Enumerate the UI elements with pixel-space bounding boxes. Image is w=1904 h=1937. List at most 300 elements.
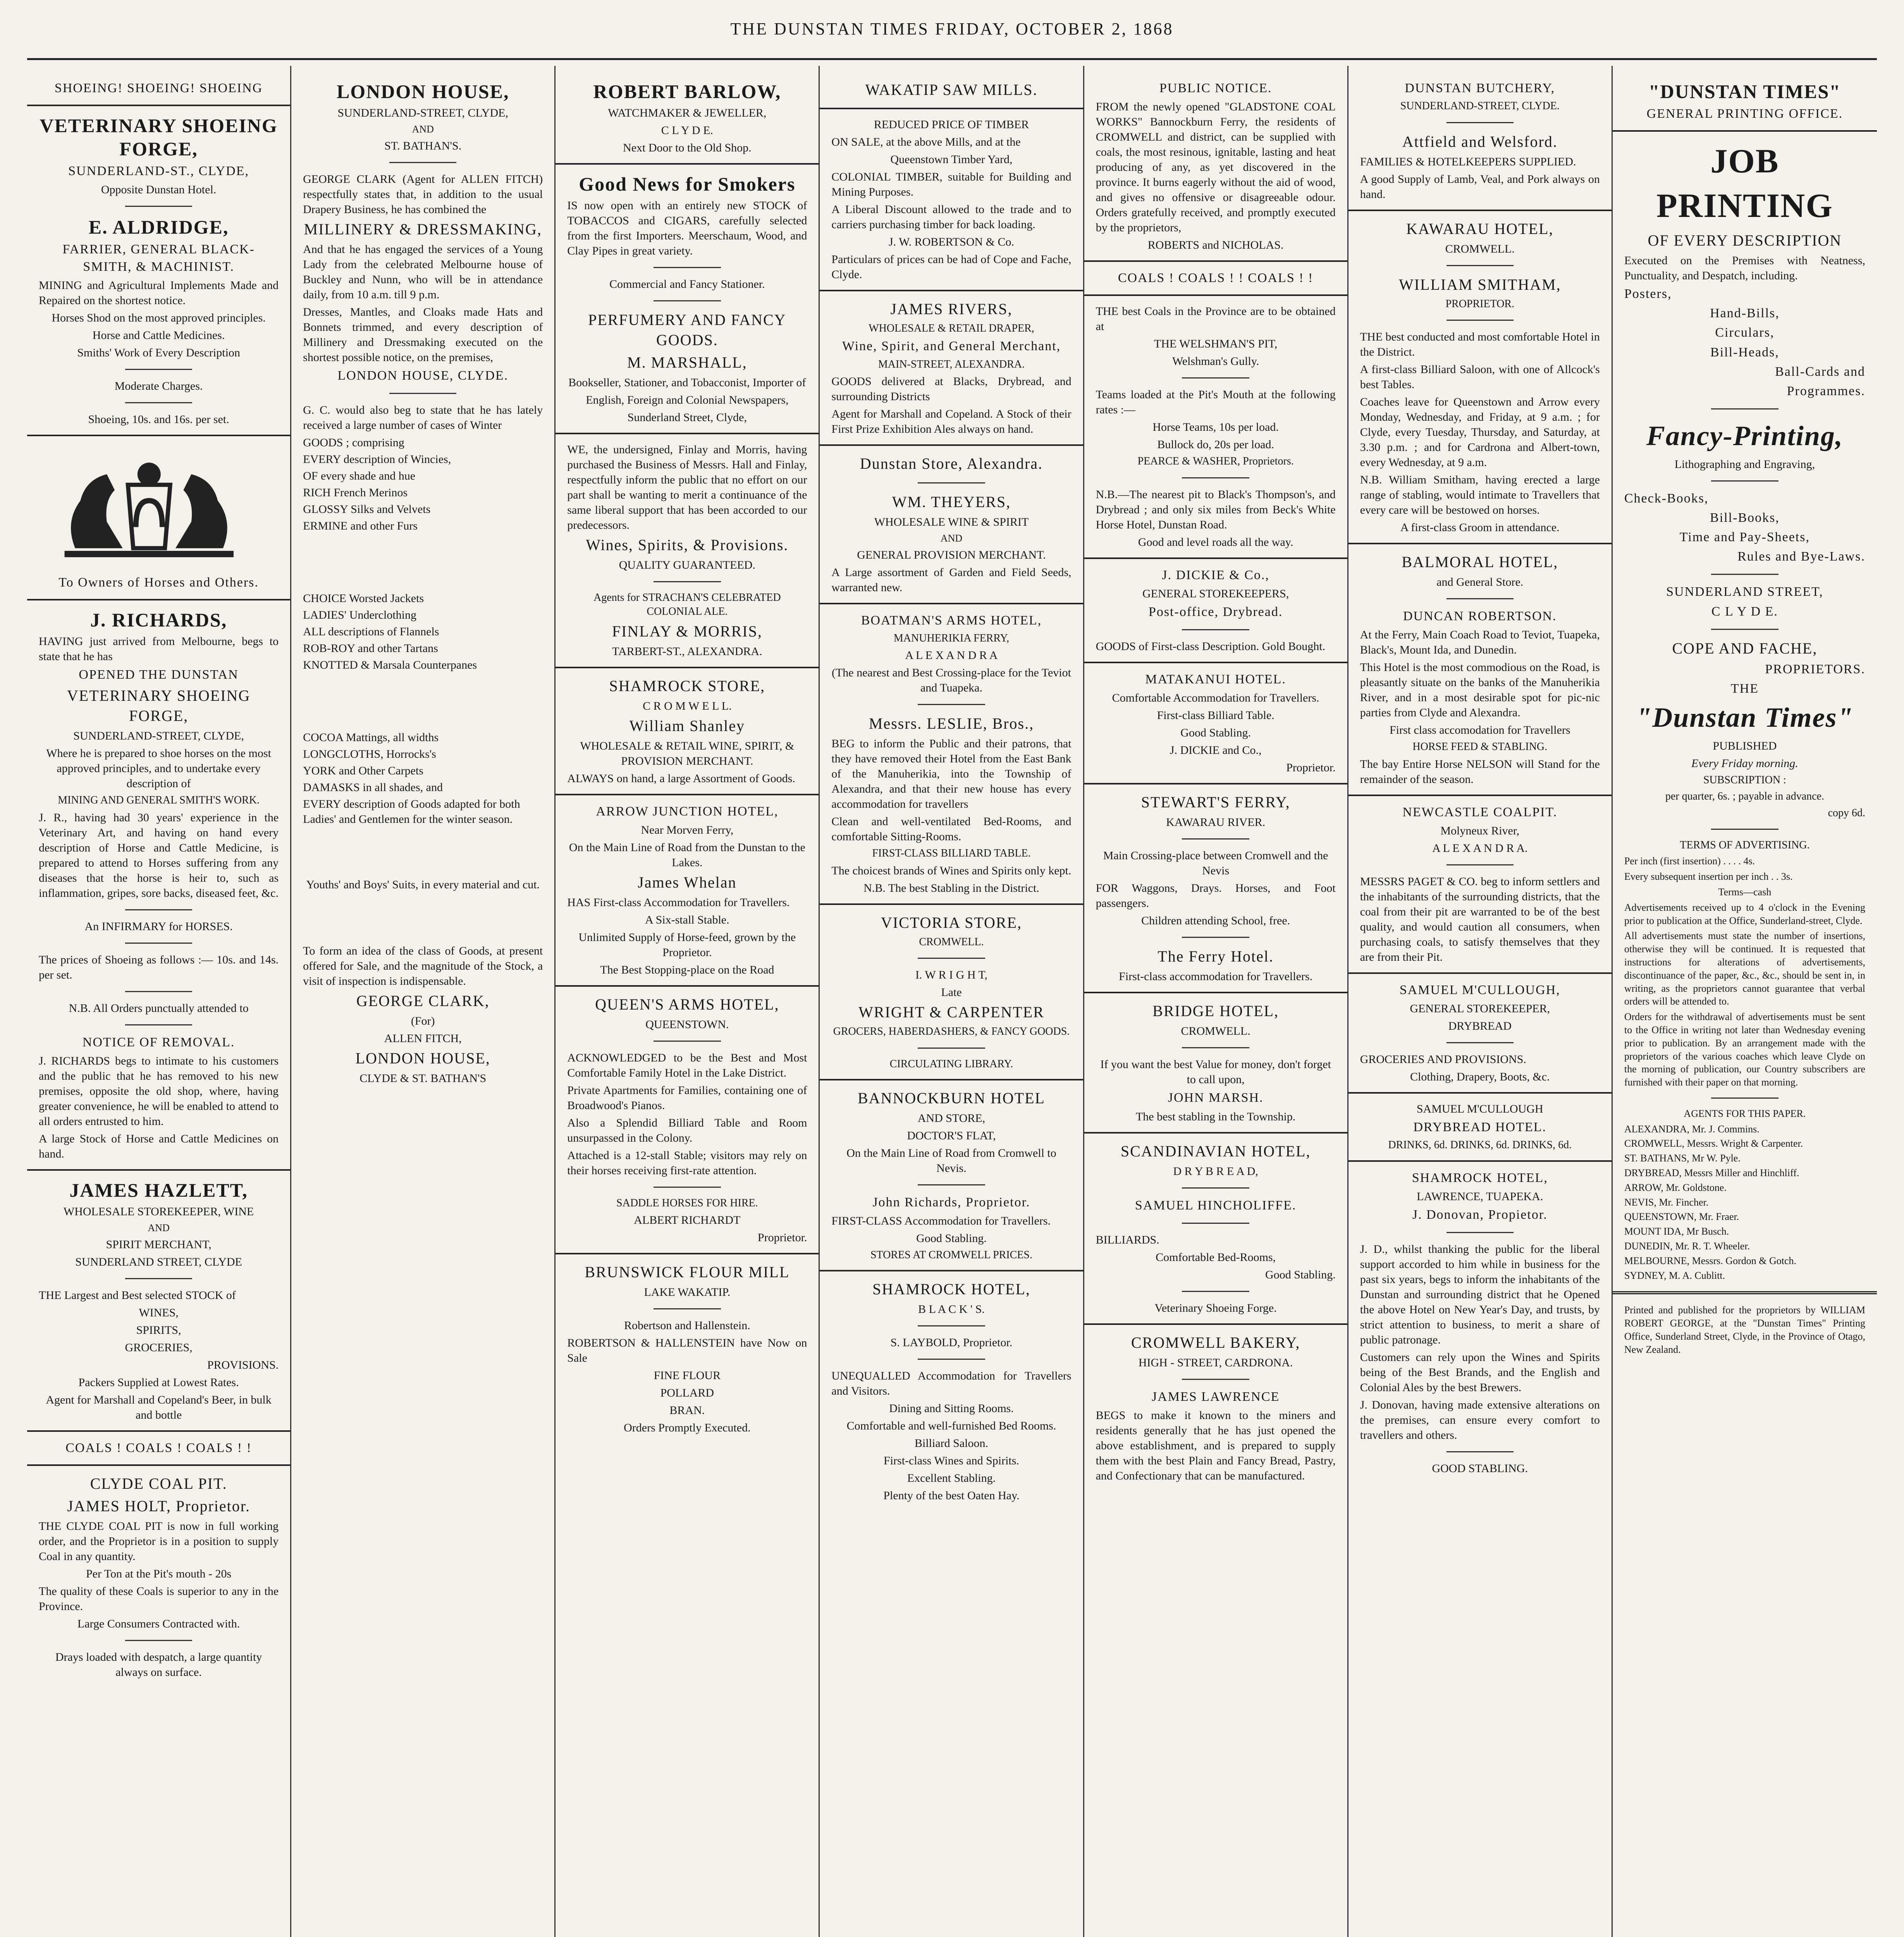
ad-title: MATAKANUI HOTEL. <box>1145 672 1286 687</box>
list-item: MELBOURNE, Messrs. Gordon & Gotch. <box>1624 1255 1796 1266</box>
list-item: GOODS ; comprising <box>303 436 404 449</box>
ad-text: AND <box>148 1222 170 1233</box>
ad-text: GEORGE CLARK (Agent for ALLEN FITCH) respectfully states that, in addition to the usual Drapery Business, he has combined the <box>303 172 543 216</box>
ad-text: HAS First-class Accommodation for Travellers. <box>567 896 790 909</box>
ad-mccullough <box>1360 982 1600 1084</box>
ad-text: SADDLE HORSES FOR HIRE. <box>616 1197 758 1209</box>
ad-signature: GEORGE CLARK, <box>356 992 490 1010</box>
ad-signature: J. DICKIE and Co., <box>1170 744 1262 757</box>
ad-text: A first-class Groom in attendance. <box>1400 521 1560 534</box>
ad-title: WM. THEYERS, <box>892 493 1011 511</box>
ad-text: PROPRIETORS. <box>1765 662 1865 676</box>
list-item: Bill-Books, <box>1710 510 1780 525</box>
ad-text: THE CLYDE COAL PIT is now in full working order, and the Proprietor is in a position to supply Coal in any quantity. <box>39 1519 279 1563</box>
ad-hazlett <box>39 1178 279 1423</box>
ad-text: Near Morven Ferry, <box>641 823 734 836</box>
ad-text: J. RICHARDS begs to intimate to his customers and the public that he has removed to his new premises, opposite the old shop, where, having greater convenience, he will be enabled to attend to all orders entrusted to him. <box>39 1054 279 1128</box>
ad-text: Good Stabling. <box>916 1232 987 1245</box>
ad-text: Excellent Stabling. <box>907 1472 996 1485</box>
ad-address: C L Y D E. <box>1711 604 1778 619</box>
ad-text: THE Largest and Best selected STOCK of <box>39 1288 236 1302</box>
ad-drybread-hotel <box>1360 1101 1600 1153</box>
ad-text: ON SALE, at the above Mills, and at the <box>831 136 1021 148</box>
list-item: QUEENSTOWN, Mr. Fraer. <box>1624 1211 1739 1223</box>
ad-title: DUNSTAN BUTCHERY, <box>1405 81 1555 95</box>
ad-title: Wines, Spirits, & Provisions. <box>586 536 789 554</box>
ad-title: "DUNSTAN TIMES" <box>1648 81 1841 102</box>
list-item: ALL descriptions of Flannels <box>303 625 439 638</box>
column-7 <box>1613 66 1877 1937</box>
list-item: Circulars, <box>1715 325 1775 340</box>
ad-text: Bookseller, Stationer, and Tobacconist, Importer of <box>568 376 806 389</box>
ad-text: Molyneux River, <box>1440 824 1520 837</box>
ad-text: copy 6d. <box>1828 807 1865 819</box>
ad-dunstan-store <box>831 454 1071 595</box>
ad-title: Good News for Smokers <box>579 173 796 195</box>
ad-text: Commercial and Fancy Stationer. <box>609 278 765 291</box>
list-item: ALEXANDRA, Mr. J. Commins. <box>1624 1123 1760 1135</box>
ad-arrow-junction <box>567 803 807 977</box>
ad-balmoral-hotel <box>1360 552 1600 787</box>
ad-header: SHOEING! SHOEING! SHOEING <box>54 81 263 95</box>
ad-text: The choicest brands of Wines and Spirits only kept. <box>831 864 1072 877</box>
goods-list <box>303 435 543 533</box>
ad-text: CROMWELL. <box>919 936 984 948</box>
ad-text: FINE FLOUR <box>654 1369 721 1382</box>
ad-title: FINLAY & MORRIS, <box>612 622 762 640</box>
ad-text: AND STORE, <box>917 1111 986 1125</box>
ad-address: SUNDERLAND-STREET, CLYDE, <box>73 729 244 743</box>
ad-text: Opposite Dunstan Hotel. <box>101 183 217 196</box>
ad-text: COLONIAL TIMBER, suitable for Building and Mining Purposes. <box>831 170 1072 198</box>
ad-title: NEWCASTLE COALPIT. <box>1402 805 1558 819</box>
ad-title: QUEEN'S ARMS HOTEL, <box>595 995 779 1013</box>
list-item: LADIES' Underclothing <box>303 608 416 621</box>
ad-text: A Liberal Discount allowed to the trade and to carriers purchasing timber for back loading. <box>831 203 1072 231</box>
ad-text: FIRST-CLASS Accommodation for Travellers. <box>831 1214 1051 1228</box>
ad-text: Coaches leave for Queenstown and Arrow every Monday, Wednesday, and Friday, at 9 a.m. ; for Clyde, every Tuesday, Thursday, and Saturday, at 3.30 p.m. ; and for Cardrona and Albert-town, every Wednesday, at 9 a.m. <box>1360 395 1600 469</box>
ad-text: Dresses, Mantles, and Cloaks made Hats and Bonnets trimmed, and every description of Millinery and Dressmaking executed on the shortest possible notice, on the premises, <box>303 305 543 364</box>
ad-text: MINING and Agricultural Implements Made and Repaired on the shortest notice. <box>39 279 279 307</box>
ad-title: CROMWELL BAKERY, <box>1131 1333 1300 1351</box>
ad-text: WHOLESALE & RETAIL DRAPER, <box>869 322 1034 334</box>
ad-title: JAMES HAZLETT, <box>69 1179 248 1201</box>
ad-text: THE best Coals in the Province are to be obtained at <box>1096 305 1336 333</box>
ad-text: The Best Stopping-place on the Road <box>600 963 774 976</box>
ad-text: BEG to inform the Public and their patrons, that they have removed their Hotel from the East Bank of the Manuherikia, into the Township of Alexandra, and that their new house has every accommodation for travellers <box>831 737 1072 811</box>
ad-text: Proprietor. <box>1286 761 1336 774</box>
ad-title: John Richards, Proprietor. <box>872 1195 1030 1209</box>
list-item: Bill-Heads, <box>1710 345 1779 360</box>
ad-text: Comfortable and well-furnished Bed Rooms. <box>846 1419 1056 1433</box>
ad-text: Plenty of the best Oaten Hay. <box>883 1489 1020 1502</box>
ad-text: Good Stabling. <box>1180 726 1251 740</box>
ad-text: WINES, <box>139 1306 179 1319</box>
ad-marshall <box>567 172 807 425</box>
ad-text: Youths' and Boys' Suits, in every material and cut. <box>306 878 540 891</box>
ad-title: JAMES LAWRENCE <box>1151 1389 1280 1404</box>
ad-clyde-coal-pit <box>39 1440 279 1680</box>
ad-title: William Shanley <box>629 717 745 735</box>
ad-text: Dining and Sitting Rooms. <box>889 1402 1014 1415</box>
ad-title: WAKATIP SAW MILLS. <box>865 81 1038 98</box>
ad-text: Veterinary Shoeing Forge. <box>1154 1301 1277 1314</box>
ad-text: WHOLESALE WINE & SPIRIT <box>874 515 1029 528</box>
ad-text: G. C. would also beg to state that he has lately received a large number of cases of Winter <box>303 403 543 432</box>
ad-text: Billiard Saloon. <box>914 1437 988 1450</box>
ad-title: JAMES HOLT, Proprietor. <box>67 1497 250 1515</box>
ad-text: KAWARAU RIVER. <box>1166 816 1266 829</box>
ad-text: UNEQUALLED Accommodation for Travellers and Visitors. <box>831 1369 1072 1398</box>
ad-printing-office <box>1624 80 1865 1356</box>
list-item: ROB-ROY and other Tartans <box>303 642 438 655</box>
ad-bridge-hotel <box>1096 1001 1336 1124</box>
ad-text: Wine, Spirit, and General Merchant, <box>842 339 1061 354</box>
ad-text: Bullock do, 20s per load. <box>1157 438 1274 451</box>
ad-london-house <box>303 80 543 1086</box>
ad-text: The best stabling in the Township. <box>1135 1110 1296 1123</box>
list-item: SYDNEY, M. A. Cublitt. <box>1624 1270 1725 1281</box>
list-item: ARROW, Mr. Goldstone. <box>1624 1182 1727 1193</box>
ad-text: This Hotel is the most commodious on the Road, is pleasantly situate on the banks of the Manuherikia River, and in a most desirable spot for pic-nic parties from Clyde and Alexandra. <box>1360 661 1600 719</box>
ad-finlay-morris <box>567 442 807 659</box>
ad-aldridge-forge <box>39 80 279 427</box>
ad-title: BALMORAL HOTEL, <box>1402 553 1558 571</box>
list-item: GLOSSY Silks and Velvets <box>303 502 431 516</box>
ad-title: TERMS OF ADVERTISING. <box>1680 839 1810 851</box>
ad-text: Comfortable Accommodation for Travellers. <box>1112 692 1319 705</box>
ad-title: ROBERT BARLOW, <box>593 81 781 102</box>
ad-text: A large Stock of Horse and Cattle Medicines on hand. <box>39 1132 279 1160</box>
ad-text: A Large assortment of Garden and Field Seeds, warranted new. <box>831 566 1072 594</box>
ad-title: J. Donovan, Propietor. <box>1412 1207 1548 1222</box>
ad-text: PROPRIETOR. <box>1445 298 1515 310</box>
ad-text: GOODS delivered at Blacks, Drybread, and surrounding Districts <box>831 375 1072 403</box>
ad-title: COPE AND FACHE, <box>1672 639 1818 657</box>
ad-welshmans-pit <box>1096 270 1336 550</box>
ad-text: FAMILIES & HOTELKEEPERS SUPPLIED. <box>1360 155 1576 168</box>
ad-text: LONDON HOUSE, CLYDE. <box>337 368 509 383</box>
list-item: DUNEDIN, Mr. R. T. Wheeler. <box>1624 1240 1750 1252</box>
column-4 <box>820 66 1084 1937</box>
ad-kawarau-hotel <box>1360 219 1600 535</box>
ad-text: Post-office, Drybread. <box>1148 604 1283 619</box>
ad-text: LAWRENCE, TUAPEKA. <box>1417 1190 1543 1203</box>
ad-text: DRINKS, 6d. DRINKS, 6d. DRINKS, 6d. <box>1388 1139 1572 1151</box>
ad-scandinavian-hotel <box>1096 1141 1336 1316</box>
ad-text: GOODS of First-class Description. Gold Bought. <box>1096 640 1326 653</box>
list-item: RICH French Merinos <box>303 486 408 499</box>
newspaper-columns <box>27 66 1877 1937</box>
ad-wakatip-saw-mills <box>831 80 1071 282</box>
ad-text: C L Y D E. <box>661 124 713 137</box>
ad-text: J. R., having had 30 years' experience in the Veterinary Art, and having on hand every description of Horse and Cattle Medicine, is prepared to attend to Horses suffering from any diseases that the horse is heir to, such as inflammation, gripes, sore backs, diseased feet, &c. <box>39 811 279 900</box>
ad-text: Queenstown Timber Yard, <box>890 153 1013 166</box>
ad-stewarts-ferry <box>1096 792 1336 984</box>
ad-title: SAMUEL M'CULLOUGH, <box>1399 982 1560 997</box>
list-item: Hand-Bills, <box>1710 306 1780 321</box>
ad-text: Orders Promptly Executed. <box>624 1421 751 1435</box>
ad-text: Robertson and Hallenstein. <box>624 1319 750 1332</box>
ad-text: All advertisements must state the number of insertions, otherwise they will be continued. It is requested that instructions for alterations of advertisements, discontinuance of the paper, &c., &c., should be sent in, in writing, as the proprietors cannot guarantee that verbal orders will be attended to. <box>1624 930 1865 1007</box>
ad-title: WILLIAM SMITHAM, <box>1398 275 1561 293</box>
ad-cromwell-bakery <box>1096 1333 1336 1483</box>
ad-text: On the Main Line of Road from the Dunstan to the Lakes. <box>569 841 805 869</box>
list-item: NEVIS, Mr. Fincher. <box>1624 1196 1709 1208</box>
ad-james-rivers <box>831 299 1071 437</box>
ad-text: Unlimited Supply of Horse-feed, grown by the Proprietor. <box>578 931 796 959</box>
ad-title: AGENTS FOR THIS PAPER. <box>1684 1108 1806 1119</box>
ad-text: LAKE WAKATIP. <box>644 1286 731 1299</box>
list-item: KNOTTED & Marsala Counterpanes <box>303 658 477 671</box>
ad-text: D R Y B R E A D, <box>1173 1165 1258 1178</box>
column-6 <box>1348 66 1613 1937</box>
ad-text: WHOLESALE STOREKEEPER, WINE <box>63 1205 254 1218</box>
ad-title: NOTICE OF REMOVAL. <box>82 1035 235 1049</box>
ad-text: Attached is a 12-stall Stable; visitors may rely on their horses receiving first-rate attention. <box>567 1149 807 1177</box>
ad-text: Sunderland Street, Clyde, <box>627 411 747 424</box>
ad-subtitle: FARRIER, GENERAL BLACK-SMITH, & MACHINIST. <box>62 242 255 274</box>
ad-title: "Dunstan Times" <box>1636 702 1854 733</box>
column-1 <box>27 66 291 1937</box>
ad-text: Main Crossing-place between Cromwell and the Nevis <box>1103 849 1328 877</box>
column-3 <box>556 66 820 1937</box>
ad-text: POLLARD <box>660 1387 714 1400</box>
ad-text: If you want the best Value for money, don't forget to call upon, <box>1100 1058 1331 1086</box>
list-item: EVERY description of Wincies, <box>303 452 451 466</box>
ad-title: Dunstan Store, Alexandra. <box>860 454 1043 472</box>
ad-subtitle: REDUCED PRICE OF TIMBER <box>874 118 1029 131</box>
ad-text: MINING AND GENERAL SMITH'S WORK. <box>58 794 260 807</box>
ad-text: A Six-stall Stable. <box>645 913 729 926</box>
ad-text: per quarter, 6s. ; payable in advance. <box>1665 790 1824 803</box>
ad-text: To form an idea of the class of Goods, at present offered for Sale, and the magnitude of the Stock, a visit of inspection is indispensable. <box>303 944 543 987</box>
ad-title: PUBLIC NOTICE. <box>1159 81 1272 95</box>
ad-text: An INFIRMARY for HORSES. <box>84 920 233 933</box>
ad-title: SHAMROCK HOTEL, <box>1412 1170 1548 1185</box>
list-item: CHOICE Worsted Jackets <box>303 592 424 605</box>
ad-newcastle-coalpit <box>1360 804 1600 965</box>
list-item: DRYBREAD, Messrs Miller and Hinchliff. <box>1624 1167 1799 1179</box>
ad-text: BILLIARDS. <box>1096 1233 1159 1246</box>
ad-title: The Ferry Hotel. <box>1158 948 1274 965</box>
ad-title: JOHN MARSH. <box>1168 1091 1264 1105</box>
ad-title: DUNCAN ROBERTSON. <box>1403 609 1557 623</box>
ad-text: AND <box>412 124 434 135</box>
ad-text: Welshman's Gully. <box>1172 355 1259 368</box>
ad-title: LONDON HOUSE, <box>355 1049 490 1067</box>
ad-text: First class accomodation for Travellers <box>1389 724 1570 737</box>
masthead-rule <box>27 58 1877 60</box>
ad-title: BANNOCKBURN HOTEL <box>857 1089 1045 1107</box>
ad-text: Teams loaded at the Pit's Mouth at the following rates :— <box>1096 388 1336 416</box>
ad-text: WE, the undersigned, Finlay and Morris, having purchased the Business of Messrs. Hall and Finlay, respectfully inform the public that no effort on our part shall be wanting to merit a continuance of the same liberal support that has been accorded to our predecessors. <box>567 443 807 532</box>
ad-queens-arms <box>567 994 807 1245</box>
ad-text: Comfortable Bed-Rooms, <box>1156 1251 1276 1264</box>
ad-text: IS now open with an entirely new STOCK of TOBACCOS and CIGARS, carefully selected from the first Importers. Meerschaum, Wood, and Clay Pipes in great variety. <box>567 199 807 257</box>
ad-shamrock-hotel-lawrence <box>1360 1170 1600 1476</box>
list-item: COCOA Mattings, all widths <box>303 731 439 744</box>
ad-address: SUNDERLAND-STREET, CLYDE. <box>1400 100 1560 112</box>
ad-text: GENERAL PROVISION MERCHANT. <box>857 548 1046 561</box>
ad-address: SUNDERLAND STREET, CLYDE <box>75 1255 242 1268</box>
ad-text: Children attending School, free. <box>1141 914 1290 927</box>
ad-text: N.B. William Smitham, having erected a large range of stabling, would intimate to Travellers that every care will be bestowed on horses. <box>1360 473 1600 516</box>
ad-text: First-class Billiard Table. <box>1157 709 1274 722</box>
ad-text: DRYBREAD <box>1448 1019 1512 1032</box>
ad-text: QUALITY GUARANTEED. <box>619 559 755 571</box>
ad-boatmans-arms <box>831 612 1071 896</box>
ad-title: JOB PRINTING <box>1656 143 1833 225</box>
ad-address: SUNDERLAND-STREET, CLYDE, <box>337 107 508 119</box>
agents-list <box>1624 1123 1865 1282</box>
ad-text: Where he is prepared to shoe horses on the most approved principles, and to undertake every description of <box>46 747 271 790</box>
ad-text: (The nearest and Best Crossing-place for the Teviot and Tuapeka. <box>831 666 1071 695</box>
ad-public-notice <box>1096 80 1336 253</box>
ad-text: Horse and Cattle Medicines. <box>92 329 225 342</box>
ad-title: ARROW JUNCTION HOTEL, <box>596 804 779 819</box>
column-2 <box>291 66 556 1937</box>
ad-text: I. W R I G H T, <box>915 968 988 982</box>
ad-header: COALS ! COALS ! ! COALS ! ! <box>1118 271 1314 286</box>
ad-text: QUEENSTOWN. <box>645 1018 729 1031</box>
ad-text: Horse Teams, 10s per load. <box>1152 421 1279 434</box>
ad-text: SUBSCRIPTION : <box>1703 774 1786 786</box>
list-item: YORK and Other Carpets <box>303 764 423 777</box>
ad-title: CLYDE COAL PIT. <box>90 1474 227 1492</box>
ad-title: E. ALDRIDGE, <box>88 216 229 238</box>
ad-text: The prices of Shoeing as follows :— 10s. and 14s. per set. <box>39 953 279 981</box>
ad-text: N.B.—The nearest pit to Black's Thompson's, and Drybread ; and only six miles from Beck's White Horse Hotel, Dunstan Road. <box>1096 488 1336 531</box>
ad-title: SCANDINAVIAN HOTEL, <box>1120 1142 1311 1160</box>
ad-text: MESSRS PAGET & CO. beg to inform settlers and the inhabitants of the surrounding districts, that the coal from their pit are warranted to be of the best quality, and would caution all consumers, when purchasing coals, to satisfy themselves that they are from their Pit. <box>1360 875 1600 963</box>
ad-text: CROMWELL. <box>1445 242 1515 255</box>
ad-signature: ROBERTS and NICHOLAS. <box>1147 239 1284 252</box>
ad-signature: J. W. ROBERTSON & Co. <box>888 236 1015 248</box>
ad-text: Clothing, Drapery, Boots, &c. <box>1410 1070 1550 1083</box>
ad-text: Good Stabling. <box>1265 1268 1336 1281</box>
ad-barlow <box>567 80 807 155</box>
ad-title: J. RICHARDS, <box>90 609 227 631</box>
ad-text: Every Friday morning. <box>1691 757 1798 770</box>
ad-text: ACKNOWLEDGED to be the Best and Most Comfortable Family Hotel in the Lake District. <box>567 1051 807 1079</box>
ad-title: Fancy-Printing, <box>1646 420 1843 452</box>
ad-title: JAMES RIVERS, <box>890 300 1013 318</box>
ad-text: Next Door to the Old Shop. <box>623 141 752 154</box>
ad-title: PERFUMERY AND FANCY GOODS. <box>588 311 786 349</box>
ad-title: THE WELSHMAN'S PIT, <box>1154 337 1278 351</box>
ad-text: GROCERIES AND PROVISIONS. <box>1360 1053 1526 1066</box>
list-item: EVERY description of Goods adapted for both Ladies' and Gentlemen for the winter season. <box>303 797 520 826</box>
ad-text: STORES AT CROMWELL PRICES. <box>870 1249 1032 1261</box>
ad-title: LONDON HOUSE, <box>336 81 509 102</box>
ad-text: Lithographing and Engraving, <box>1674 458 1815 471</box>
ad-shamrock-hotel <box>831 1279 1071 1503</box>
ad-text: Customers can rely upon the Wines and Spirits being of the Best Brands, and the English and Colonial Ales by the best Brewers. <box>1360 1350 1600 1394</box>
ad-richards <box>39 574 279 1161</box>
ad-header: COALS ! COALS ! COALS ! ! <box>65 1440 252 1455</box>
ad-title: VETERINARY SHOEING FORGE, <box>40 115 278 160</box>
ad-text: On the Main Line of Road from Cromwell to Nevis. <box>846 1146 1056 1175</box>
ad-text: SPIRITS, <box>136 1323 181 1337</box>
list-item: Time and Pay-Sheets, <box>1679 530 1810 545</box>
ad-text: ROBERTSON & HALLENSTEIN have Now on Sale <box>567 1337 807 1365</box>
ad-victoria-store <box>831 913 1071 1071</box>
ad-text: BEGS to make it known to the miners and residents generally that he has just opened the above establishment, and is prepared to supply them with the best Plain and Fancy Bread, Pastry, and Confectionary that can be manufactured. <box>1096 1409 1336 1482</box>
ad-text: GOOD STABLING. <box>1432 1462 1528 1475</box>
ad-text: PUBLISHED <box>1713 739 1777 752</box>
ad-title: STEWART'S FERRY, <box>1141 793 1290 811</box>
ad-text: Shoeing, 10s. and 16s. per set. <box>88 413 229 426</box>
ad-text: N.B. All Orders punctually attended to <box>69 1001 249 1015</box>
ad-address: SUNDERLAND STREET, <box>1666 585 1823 599</box>
horseshoe-crest-icon <box>39 448 260 564</box>
ad-address: HIGH - STREET, CARDRONA. <box>1138 1356 1293 1369</box>
ad-subtitle: GENERAL PRINTING OFFICE. <box>1646 107 1843 121</box>
ad-title: J. DICKIE & Co., <box>1162 568 1269 582</box>
list-item: Programmes. <box>1787 384 1865 398</box>
ad-title: BRUNSWICK FLOUR MILL <box>585 1263 790 1281</box>
ad-signature: PEARCE & WASHER, Proprietors. <box>1137 455 1294 468</box>
ad-text: ALWAYS on hand, a large Assortment of Goods. <box>567 772 795 785</box>
ad-text: J. Donovan, having made extensive alterations on the premises, can ensure every comfort to travellers and others. <box>1360 1398 1600 1442</box>
ad-text: ST. BATHAN'S. <box>384 139 462 152</box>
ad-text: GENERAL STOREKEEPERS, <box>1142 587 1289 600</box>
ad-title: James Whelan <box>638 873 737 891</box>
ad-text: Drays loaded with despatch, a large quantity always on surface. <box>55 1650 262 1679</box>
ad-title: VETERINARY SHOEING FORGE, <box>67 687 251 725</box>
ad-text: PROVISIONS. <box>207 1358 279 1371</box>
ad-text: Executed on the Premises with Neatness, Punctuality, and Despatch, including. <box>1624 254 1865 282</box>
ad-text: THE <box>1730 681 1759 696</box>
ad-text: MANUHERIKIA FERRY, <box>893 632 1010 644</box>
ad-text: Agents for STRACHAN'S CELEBRATED COLONIAL ALE. <box>593 592 781 618</box>
ad-title: M. MARSHALL, <box>627 354 747 371</box>
ad-title: WRIGHT & CARPENTER <box>858 1003 1044 1021</box>
ad-text: Particulars of prices can be had of Cope and Fache, Clyde. <box>831 253 1072 281</box>
ad-text: Late <box>941 986 962 999</box>
ad-title: DRYBREAD HOTEL. <box>1413 1120 1547 1134</box>
list-item: ERMINE and other Furs <box>303 519 418 532</box>
ad-text: SPIRIT MERCHANT, <box>106 1238 212 1251</box>
ad-title: BRIDGE HOTEL, <box>1152 1002 1279 1020</box>
ad-bannockburn-hotel <box>831 1088 1071 1263</box>
ad-text: CLYDE & ST. BATHAN'S <box>359 1072 487 1085</box>
ad-brunswick-flour-mill <box>567 1262 807 1435</box>
ad-text: The bay Entire Horse NELSON will Stand for the remainder of the season. <box>1360 757 1600 786</box>
ad-title: Messrs. LESLIE, Bros., <box>869 715 1034 733</box>
ad-text: Packers Supplied at Lowest Rates. <box>78 1376 239 1389</box>
ad-text: B L A C K ' S. <box>918 1303 985 1316</box>
ad-text: A good Supply of Lamb, Veal, and Pork always on hand. <box>1360 172 1600 201</box>
list-item: Posters, <box>1624 286 1672 301</box>
goods-list <box>303 730 543 827</box>
ad-title: SAMUEL HINCHOLIFFE. <box>1135 1198 1297 1213</box>
ad-text: First-class Wines and Spirits. <box>884 1454 1019 1467</box>
ad-text: Large Consumers Contracted with. <box>77 1617 240 1630</box>
ad-title: SHAMROCK HOTEL, <box>872 1280 1030 1298</box>
ad-text: A L E X A N D R A. <box>1432 841 1528 855</box>
ad-text: FOR Waggons, Drays. Horses, and Foot passengers. <box>1096 882 1336 910</box>
ad-matakanui-hotel <box>1096 671 1336 775</box>
ad-text: C R O M W E L L. <box>643 699 732 712</box>
ad-text: (For) <box>411 1014 435 1027</box>
ad-title: To Owners of Horses and Others. <box>58 575 259 590</box>
ad-address: TARBERT-ST., ALEXANDRA. <box>612 645 762 658</box>
ad-text: FROM the newly opened "GLADSTONE COAL WORKS" Bannockburn Ferry, the residents of CROMWELL and district, can be supplied with coals, the most resinous, ignitable, lasting and heat producing of any, as yet discovered in the province. It burns eagerly without the aid of wood, and gives no offensive or disagreeable odour. Orders gratefully received, and promptly executed by the proprietors, <box>1096 100 1336 234</box>
masthead: THE DUNSTAN TIMES FRIDAY, OCTOBER 2, 1868 <box>730 19 1174 38</box>
ad-text: English, Foreign and Colonial Newspapers, <box>586 394 789 406</box>
